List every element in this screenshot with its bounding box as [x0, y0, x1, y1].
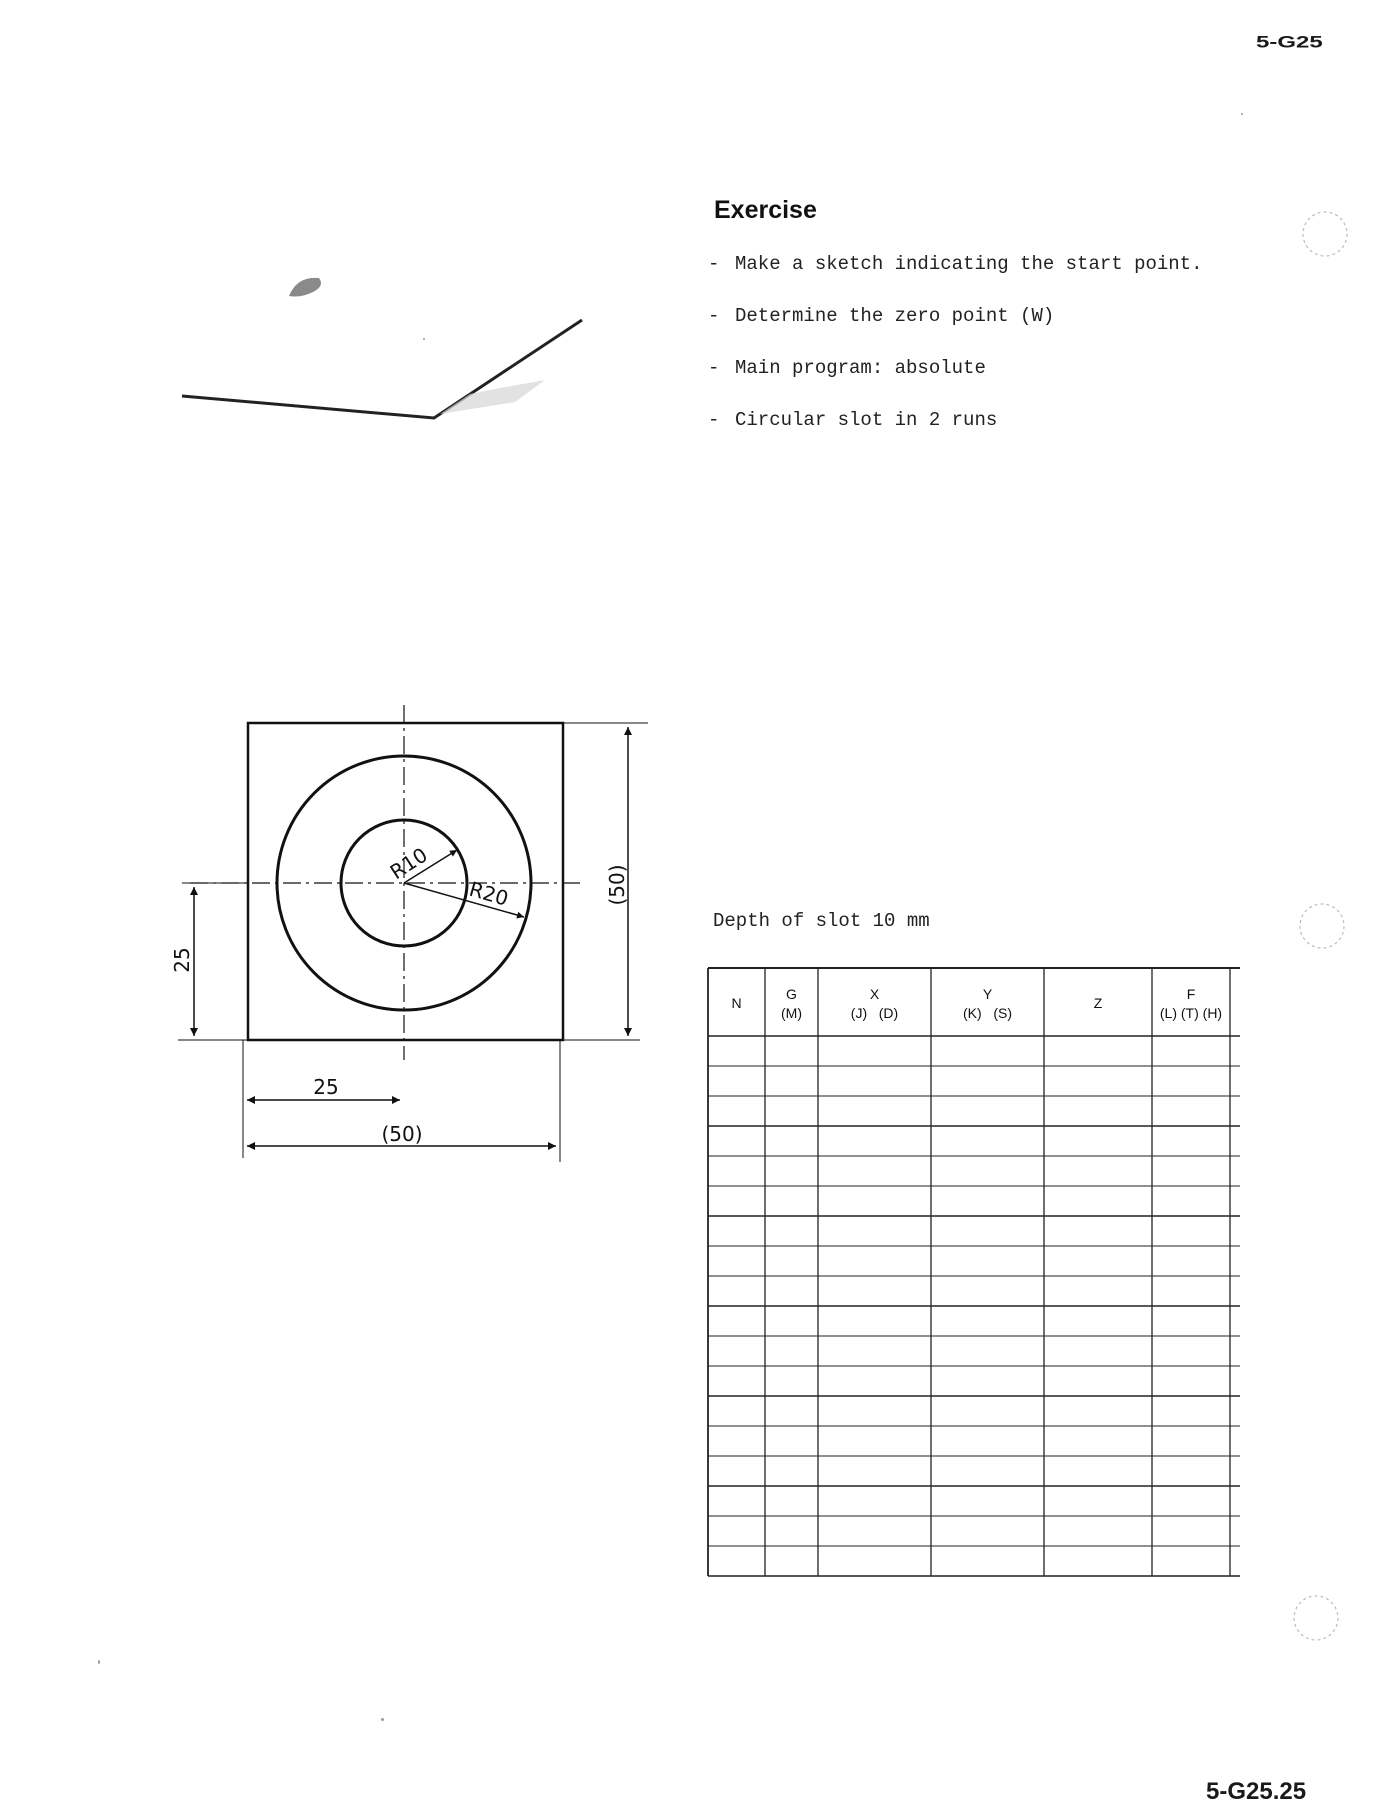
instruction-item: [708, 303, 1228, 329]
exercise-instructions: [708, 251, 1228, 459]
height-dimension-label: (50): [605, 864, 629, 906]
instruction-text: Determine the zero point (W): [735, 305, 1055, 327]
sketch-tool-path: [182, 320, 582, 418]
list-dash: -: [708, 305, 720, 327]
list-dash: -: [708, 357, 720, 379]
list-dash: -: [708, 253, 720, 275]
scan-speck: [423, 338, 425, 340]
instruction-text: Make a sketch indicating the start point.: [735, 253, 1203, 275]
slot-depth-note: Depth of slot 10 mm: [713, 910, 930, 932]
scan-artifacts: [1294, 212, 1347, 1640]
table-header-label: G: [786, 986, 797, 1002]
table-header-sublabel: (L) (T) (H): [1159, 1005, 1223, 1021]
punch-hole-top: [1303, 212, 1347, 256]
page-code-bottom: 5-G25.25: [1206, 1778, 1307, 1805]
ink-smudge: [289, 278, 321, 297]
scan-speck: [381, 1718, 384, 1721]
table-header-label: Z: [1093, 995, 1103, 1011]
inner-radius-label: R10: [385, 842, 432, 885]
sketch-shading: [440, 380, 545, 414]
part-drawing: [178, 705, 648, 1162]
instruction-item: [708, 407, 1228, 433]
table-header-sublabel: (K) (S): [963, 1005, 1012, 1021]
start-point-sketch: [182, 278, 582, 418]
center-x-dimension-label: 25: [313, 1075, 339, 1099]
exercise-title: Exercise: [714, 196, 817, 224]
table-header-label: F: [1186, 986, 1196, 1002]
table-header-sublabel: (J) (D): [850, 1005, 899, 1021]
instruction-text: Circular slot in 2 runs: [735, 409, 998, 431]
punch-hole-middle: [1300, 904, 1344, 948]
table-header-sublabel: (M): [781, 1005, 802, 1021]
scan-speck: [98, 1660, 100, 1664]
instruction-item: [708, 355, 1228, 381]
page-code-top: 5-G25: [1256, 33, 1323, 52]
scan-speck: [1241, 113, 1243, 115]
outer-radius-label: R20: [466, 876, 512, 911]
instruction-text: Main program: absolute: [735, 357, 986, 379]
punch-hole-bottom: [1294, 1596, 1338, 1640]
table-header-label: Y: [982, 986, 993, 1002]
table-header-label: X: [869, 986, 880, 1002]
center-y-dimension-label: 25: [170, 947, 194, 973]
list-dash: -: [708, 409, 720, 431]
width-dimension-label: (50): [381, 1122, 423, 1146]
table-header-label: N: [731, 995, 742, 1011]
instruction-item: [708, 251, 1228, 277]
program-table: [708, 968, 1240, 1576]
